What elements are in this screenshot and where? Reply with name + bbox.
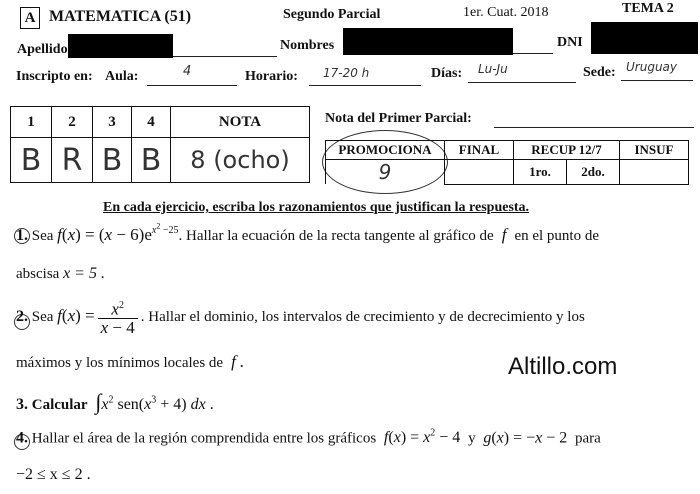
primer-parcial-label: Nota del Primer Parcial: — [325, 111, 472, 126]
dni-label: DNI — [557, 35, 583, 50]
result-header-recup: RECUP 12/7 — [514, 141, 620, 160]
promociona-value: 9 — [326, 160, 445, 185]
dias-label: Días: — [431, 66, 463, 81]
recup-1ro: 1ro. — [514, 160, 567, 185]
horario-value: 17-20 h — [323, 66, 370, 80]
q1-abscisa: abscisa — [16, 266, 60, 282]
q4-g: g(x) = −x − 2 — [483, 429, 572, 447]
horario-line — [309, 84, 421, 86]
result-header-row — [326, 141, 689, 160]
dias-value: Lu-Ju — [478, 62, 508, 76]
question-2 — [16, 298, 585, 337]
q3-number: 3. — [16, 396, 28, 413]
q1-formula: $f(x) = (x - 6)e^{x^2 -25}$ — [57, 222, 179, 244]
grade-value-1: B — [11, 138, 52, 183]
exam-term: 1er. Cuat. 2018 — [463, 5, 549, 20]
q4-para: para — [575, 430, 601, 447]
sede-line — [621, 79, 693, 81]
q4-cond: −2 ≤ x ≤ 2 . — [16, 466, 91, 483]
sede-value: Uruguay — [626, 60, 677, 74]
q2-text: . Hallar el dominio, los intervalos de crecimiento y de decrecimiento y los — [140, 309, 585, 326]
nombres-redacted — [343, 28, 513, 55]
aula-value: 4 — [183, 64, 192, 79]
exam-name: Segundo Parcial — [283, 7, 381, 22]
q4-text: Hallar el área de la región comprendida entre los gráficos — [31, 430, 377, 447]
subject-title: MATEMATICA (51) — [49, 8, 192, 25]
horario-label: Horario: — [245, 69, 298, 84]
result-header-final: FINAL — [445, 141, 514, 160]
q1-cond: x = 5 . — [63, 265, 105, 282]
grades-header-nota: NOTA — [171, 107, 310, 138]
grades-header-1: 1 — [11, 107, 52, 138]
result-table — [325, 140, 689, 185]
result-header-insuf: INSUF — [620, 141, 689, 160]
question-4 — [16, 428, 601, 447]
grades-header-row — [11, 107, 310, 138]
nombres-line — [513, 52, 553, 54]
q2-sea: Sea — [31, 309, 54, 326]
apellido-redacted — [68, 34, 173, 58]
q3-formula: $\int x^2$ $sen(x^3 + 4)$ dx . — [95, 389, 214, 414]
apellido-label: Apellido — [17, 42, 68, 57]
aula-label: Aula: — [105, 69, 139, 84]
q4-number: 4. — [16, 429, 28, 447]
q4-f: $f(x) = x^2 - 4$ — [383, 428, 465, 447]
q1-f: f — [497, 224, 511, 244]
inscripto-label: Inscripto en: — [16, 69, 93, 84]
result-header-promociona: PROMOCIONA — [326, 141, 445, 160]
exam-tema: TEMA 2 — [622, 1, 674, 16]
apellido-line — [173, 55, 277, 57]
grade-value-3: B — [93, 138, 132, 183]
grades-table — [10, 106, 310, 183]
watermark-text: Altillo.com — [508, 353, 618, 380]
header-box-letter: A — [20, 7, 40, 29]
result-value-row — [326, 160, 689, 185]
q2-f: f . — [226, 352, 245, 371]
grades-header-2: 2 — [52, 107, 93, 138]
q1-text2: en el punto de — [514, 227, 600, 244]
recup-2do: 2do. — [567, 160, 620, 185]
grades-value-row — [11, 138, 310, 183]
question-1 — [16, 222, 599, 245]
q2-maxmin: máximos y los mínimos locales de — [16, 355, 224, 371]
grade-value-nota: 8 (ocho) — [171, 138, 310, 183]
question-3 — [16, 389, 214, 415]
q4-y: y — [468, 430, 476, 447]
sede-label: Sede: — [583, 65, 616, 80]
q1-number: 1. — [16, 226, 28, 244]
primer-parcial-line — [494, 126, 694, 128]
q2-number: 2. — [16, 308, 28, 326]
nombres-label: Nombres — [280, 38, 335, 53]
grade-value-4: B — [132, 138, 171, 183]
grades-header-4: 4 — [132, 107, 171, 138]
dias-line — [468, 81, 576, 83]
grades-header-3: 3 — [93, 107, 132, 138]
q1-line2 — [16, 265, 105, 283]
final-value — [445, 160, 514, 185]
dni-redacted — [591, 22, 698, 54]
q1-text: . Hallar la ecuación de la recta tangente al gráfico de — [178, 227, 494, 244]
grade-value-2: R — [52, 138, 93, 183]
q2-formula: f(x) = $\frac{x^2}{x - 4}$ — [57, 306, 141, 325]
q1-sea: Sea — [31, 227, 54, 244]
aula-line — [147, 84, 237, 86]
q2-line2 — [16, 352, 244, 372]
insuf-value — [620, 160, 689, 185]
instructions: En cada ejercicio, escriba los razonamientos que justifican la respuesta. — [103, 200, 530, 215]
q3-calcular: Calcular — [31, 397, 88, 413]
